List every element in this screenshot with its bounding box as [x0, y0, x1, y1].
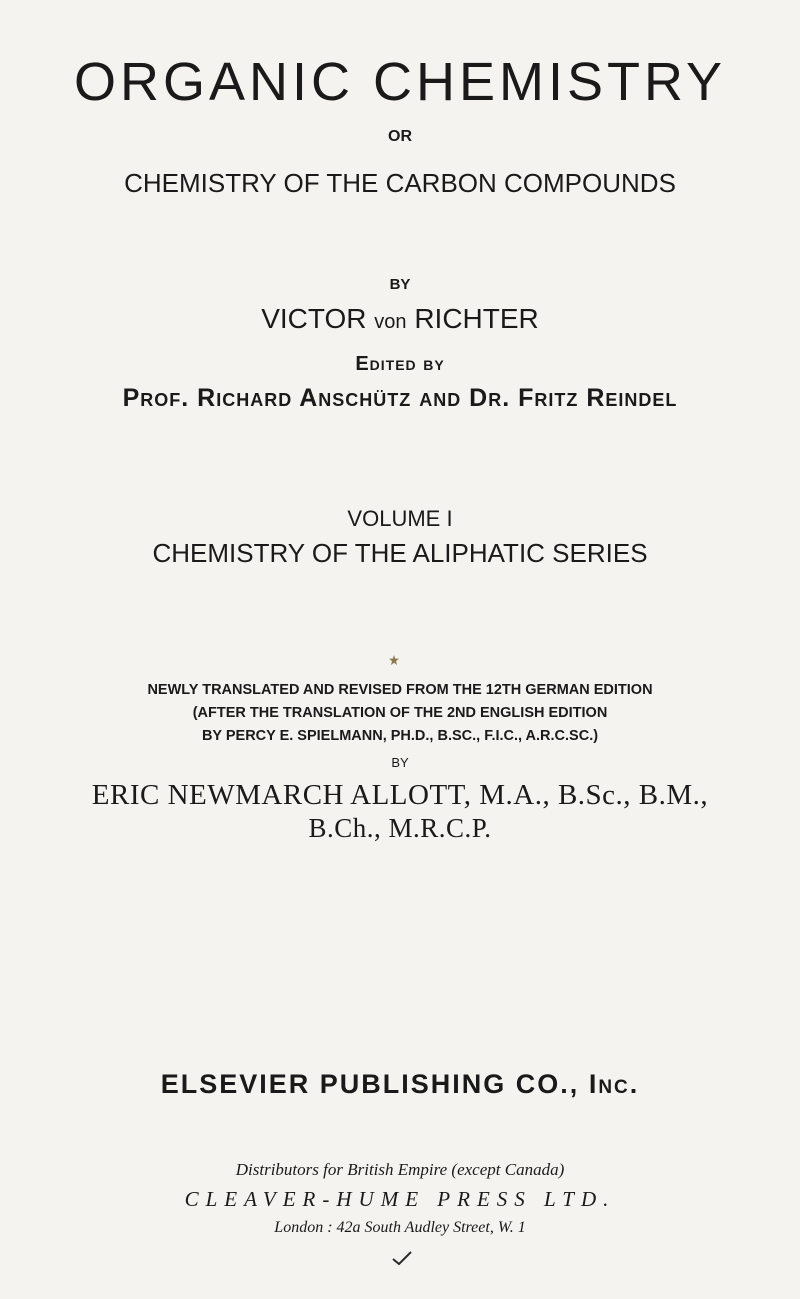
- book-title: ORGANIC CHEMISTRY: [73, 52, 727, 112]
- author-first-name: VICTOR: [261, 303, 367, 334]
- editors-names: Prof. Richard Anschütz and Dr. Fritz Reindel: [122, 384, 678, 412]
- distributor-name: CLEAVER-HUME PRESS LTD.: [184, 1187, 616, 1211]
- author-last-name: RICHTER: [414, 303, 539, 334]
- distributor-note: Distributors for British Empire (except Canada): [235, 1160, 565, 1179]
- publisher-name: [0, 1068, 800, 1100]
- translator-name: ERIC NEWMARCH ALLOTT, M.A., B.Sc., B.M.,: [91, 779, 709, 811]
- by-translator-label: BY: [391, 755, 409, 770]
- author-name: [0, 303, 800, 338]
- translation-note-line: NEWLY TRANSLATED AND REVISED FROM THE 12TH GERMAN EDITION: [147, 682, 653, 698]
- star-icon: [389, 655, 399, 665]
- publisher-suffix: Inc.: [588, 1069, 640, 1099]
- volume-number: VOLUME I: [347, 506, 453, 531]
- edited-by-label: Edited by: [355, 353, 445, 375]
- translation-note-line: (AFTER THE TRANSLATION OF THE 2ND ENGLISH EDITION: [192, 705, 608, 721]
- publisher-company: ELSEVIER PUBLISHING CO.,: [160, 1069, 580, 1099]
- translation-note-line: BY PERCY E. SPIELMANN, PH.D., B.SC., F.I.C., A.R.C.SC.): [201, 728, 599, 744]
- distributor-address: London : 42a South Audley Street, W. 1: [274, 1219, 526, 1236]
- checkmark-icon: [392, 1251, 412, 1265]
- book-subtitle: CHEMISTRY OF THE CARBON COMPOUNDS: [124, 168, 676, 198]
- volume-title: CHEMISTRY OF THE ALIPHATIC SERIES: [152, 538, 648, 568]
- or-connector: OR: [388, 128, 412, 145]
- translator-degrees: B.Ch., M.R.C.P.: [308, 813, 492, 843]
- by-author-label: BY: [389, 276, 411, 293]
- author-particle: von: [374, 311, 407, 333]
